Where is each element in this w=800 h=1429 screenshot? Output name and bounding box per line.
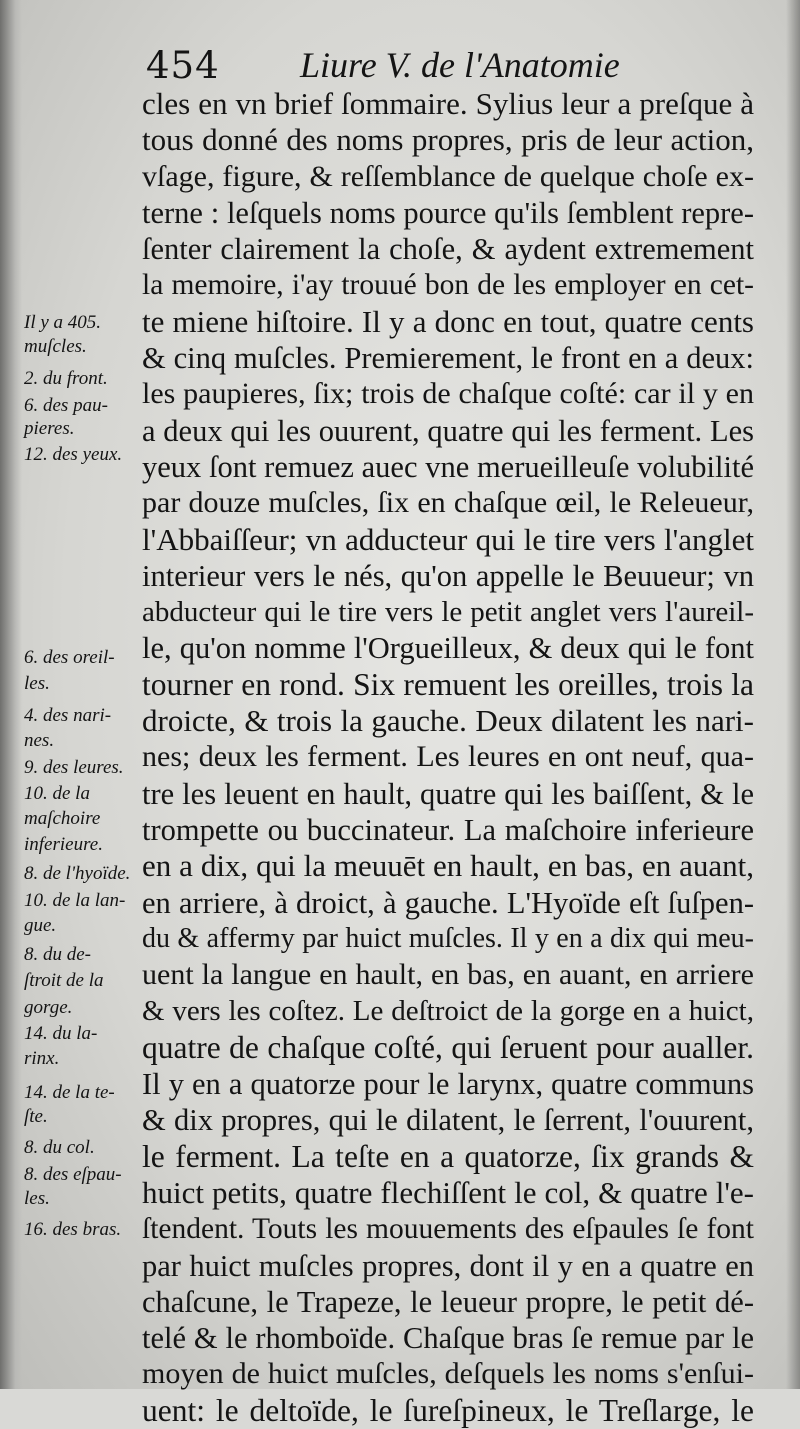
text-line: & cinq muſcles. Premierement, le front en a deux: — [142, 341, 754, 376]
text-line: ſenter clairement la choſe, & aydent extremement — [142, 232, 754, 267]
margin-note: inferieure. — [24, 834, 103, 855]
text-line: tourner en rond. Six remuent les oreilles, trois la — [142, 666, 754, 702]
margin-note: les. — [24, 673, 50, 694]
text-line: uent: le deltoïde, le ſureſpineux, le Treſlarge, le — [142, 1392, 754, 1428]
text-line: a deux qui les ouurent, quatre qui les ferment. Les — [142, 413, 754, 448]
margin-note: muſcles. — [24, 336, 87, 357]
margin-note: ſte. — [24, 1106, 48, 1127]
text-line: droicte, & trois la gauche. Deux dilatent les nari- — [142, 703, 754, 739]
text-line: & vers les coſtez. Le deſtroict de la gorge en a huict, — [142, 995, 754, 1028]
text-line: l'Abbaiſſeur; vn adducteur qui le tire vers l'anglet — [142, 521, 754, 557]
margin-note: 4. des nari- — [24, 705, 112, 726]
text-line: quatre de chaſque coſté, qui ſeruent pour aualler. — [142, 1029, 754, 1065]
text-line: tre les leuent en hault, quatre qui les baiſſent, & le — [142, 776, 754, 811]
margin-note: ſtroit de la — [24, 970, 104, 991]
margin-note: gue. — [24, 915, 57, 936]
margin-note: rinx. — [24, 1048, 60, 1069]
margin-note: 12. des yeux. — [24, 444, 123, 465]
text-line: le, qu'on nomme l'Orgueilleux, & deux qui le font — [142, 631, 754, 666]
text-line: en arriere, à droict, à gauche. L'Hyoïde eſt ſuſpen- — [142, 885, 754, 920]
margin-note: Il y a 405. — [24, 312, 102, 333]
running-head — [140, 44, 640, 88]
margin-note: 8. du de- — [24, 944, 92, 965]
margin-note: 8. de l'hyoïde. — [24, 863, 131, 884]
text-line: nes; deux les ferment. Les leures en ont neuf, qua- — [142, 740, 754, 774]
text-line: le ferment. La teſte en a quatorze, ſix grands & — [142, 1138, 754, 1174]
text-line: & dix propres, qui le dilatent, le ſerrent, l'ouurent, — [142, 1103, 754, 1138]
margin-note: 10. de la — [24, 783, 90, 804]
page-edge-shadow — [786, 0, 800, 1389]
text-line: par douze muſcles, ſix en chaſque œil, le Releueur, — [142, 486, 754, 520]
body-text — [142, 86, 754, 1429]
text-line: ſtendent. Touts les mouuements des eſpaules ſe font — [142, 1213, 754, 1246]
text-line: par huict muſcles propres, dont il y en a quatre en — [142, 1248, 754, 1283]
margin-note: 14. de la te- — [24, 1082, 115, 1103]
text-line: en a dix, qui la meuuēt en hault, en bas, en auant, — [142, 848, 754, 884]
page-gutter-shadow — [0, 0, 22, 1389]
text-line: abducteur qui le tire vers le petit anglet vers l'aureil- — [142, 596, 754, 629]
text-line: Il y en a quatorze pour le larynx, quatre communs — [142, 1067, 754, 1102]
margin-note: pieres. — [24, 418, 75, 439]
text-line: la memoire, i'ay trouué bon de les employer en cet- — [142, 269, 754, 302]
margin-note: 8. du col. — [24, 1137, 95, 1158]
text-line: interieur vers le nés, qu'on appelle le Beuueur; vn — [142, 558, 754, 593]
margin-note: 6. des pau- — [24, 395, 108, 416]
margin-note: 10. de la lan- — [24, 890, 126, 911]
text-line: yeux ſont remuez auec vne merueilleuſe volubilité — [142, 449, 754, 484]
margin-note: gorge. — [24, 997, 73, 1018]
margin-note: 6. des oreil- — [24, 647, 115, 668]
text-line: moyen de huict muſcles, deſquels les noms s'enſui- — [142, 1357, 754, 1391]
text-line: du & affermy par huict muſcles. Il y en a dix qui meu- — [142, 922, 754, 954]
text-line: tous donné des noms propres, pris de leur action, — [142, 122, 754, 158]
margin-note: nes. — [24, 730, 55, 751]
margin-note: les. — [24, 1188, 50, 1209]
margin-note: 16. des bras. — [24, 1219, 122, 1240]
running-title: Liure V. de l'Anatomie — [300, 45, 620, 85]
margin-note: 14. du la- — [24, 1023, 98, 1044]
text-line: trompette ou buccinateur. La maſchoire inferieure — [142, 812, 754, 847]
text-line: chaſcune, le Trapeze, le leueur propre, le petit dé- — [142, 1284, 754, 1319]
page-number: 454 — [146, 44, 220, 87]
text-line: uent la langue en hault, en bas, en auant, en arriere — [142, 958, 754, 992]
text-line: te miene hiſtoire. Il y a donc en tout, quatre cents — [142, 303, 754, 339]
text-line: les paupieres, ſix; trois de chaſque coſté: car il y en — [142, 377, 754, 411]
text-line: cles en vn brief ſommaire. Sylius leur a preſque à — [142, 86, 754, 121]
text-line: vſage, figure, & reſſemblance de quelque choſe ex- — [142, 159, 754, 193]
margin-note: 9. des leures. — [24, 757, 124, 778]
margin-note: 2. du front. — [24, 368, 108, 389]
text-line: terne : leſquels noms pource qu'ils ſemblent repre- — [142, 195, 754, 230]
text-line: huict petits, quatre flechiſſent le col, & quatre l'e- — [142, 1174, 754, 1210]
text-line: telé & le rhomboïde. Chaſque bras ſe remue par le — [142, 1321, 754, 1356]
margin-note: maſchoire — [24, 808, 101, 829]
margin-note: 8. des eſpau- — [24, 1164, 122, 1185]
